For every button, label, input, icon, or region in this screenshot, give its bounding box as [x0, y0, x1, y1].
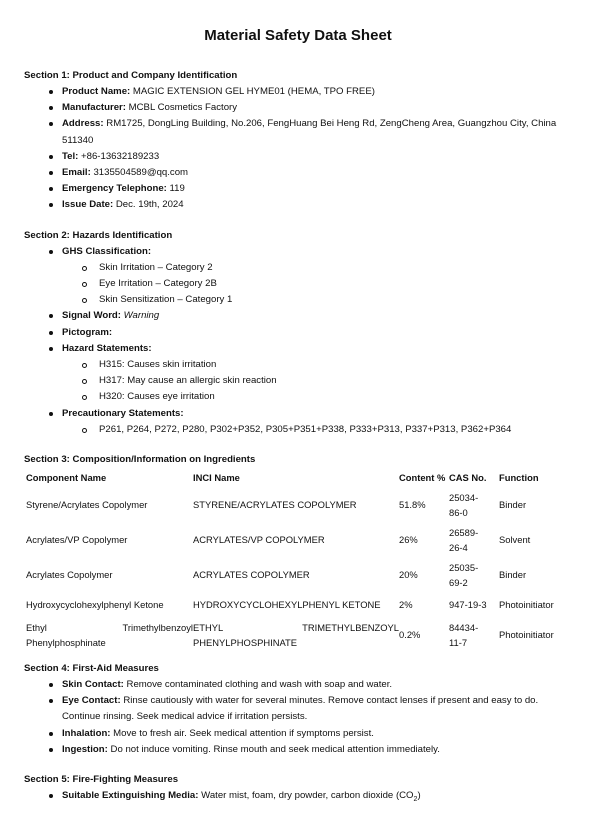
column-header: Content %	[399, 472, 446, 484]
sublist-item: H317: May cause an allergic skin reaction	[99, 373, 572, 389]
sublist-item: H320: Causes eye irritation	[99, 389, 572, 405]
list-item: Suitable Extinguishing Media: Water mist, foam, dry powder, carbon dioxide $(CO_2)$	[62, 788, 572, 808]
table-header-row	[26, 468, 574, 487]
section-3-heading: Section 3: Composition/Information on Ingredients	[24, 454, 256, 466]
column-header: Function	[499, 472, 539, 484]
section-2-heading: Section 2: Hazards Identification	[24, 229, 173, 241]
section-5-list	[24, 788, 572, 808]
signal-word: Warning	[123, 310, 160, 322]
sublist-item: Skin Sensitization – Category 1	[99, 292, 572, 308]
document-title: Material Safety Data Sheet	[204, 27, 392, 44]
list-item: Signal Word: Warning	[62, 308, 572, 324]
column-header: Component Name	[26, 472, 107, 484]
precaution-sublist	[62, 422, 572, 438]
section-3	[24, 452, 572, 652]
table-row: Hydroxycyclohexylphenyl Ketone HYDROXYCYCLOHEXYLPHENYL KETONE 2% 947-19-3 Photoinitiator	[26, 599, 554, 611]
section-4	[24, 661, 572, 758]
sublist-item: P261, P264, P272, P280, P302+P352, P305+P351+P338, P333+P313, P337+P313, P362+P364	[99, 422, 572, 438]
section-4-list	[24, 677, 572, 758]
table-row: Acrylates/VP Copolymer ACRYLATES/VP COPOLYMER 26% 26589- 26-4 Solvent	[26, 526, 531, 553]
list-item: Hazard Statements: H315: Causes skin irritation H317: May cause an allergic skin reaction H320: Causes eye irritation	[62, 341, 572, 406]
section-1-list	[24, 84, 572, 214]
section-4-heading: Section 4: First-Aid Measures	[24, 663, 159, 675]
list-item: GHS Classification: Skin Irritation – Category 2 Eye Irritation – Category 2B Skin Sensitization – Category 1	[62, 244, 572, 309]
list-item: Precautionary Statements: P261, P264, P272, P280, P302+P352, P305+P351+P338, P333+P313, P337+P313, P362+P364	[62, 406, 572, 438]
composition-table	[26, 468, 574, 652]
section-5	[24, 772, 572, 808]
section-1	[24, 68, 572, 214]
list-item: Issue Date: Dec. 19th, 2024	[62, 197, 572, 213]
list-item: Product Name: MAGIC EXTENSION GEL HYME01 (HEMA, TPO FREE)	[62, 84, 572, 100]
ghs-sublist	[62, 260, 572, 309]
section-2	[24, 228, 572, 438]
sublist-item: Skin Irritation – Category 2	[99, 260, 572, 276]
list-item: Tel: +86-13632189233	[62, 149, 572, 165]
sublist-item: H315: Causes skin irritation	[99, 357, 572, 373]
list-item: Inhalation: Move to fresh air. Seek medical attention if symptoms persist.	[62, 726, 572, 742]
column-header: CAS No.	[449, 472, 487, 484]
list-item: Address: RM1725, DongLing Building, No.206, FengHuang Bei Heng Rd, ZengCheng Area, Guangzhou City, China 511340	[62, 116, 572, 148]
table-row: Acrylates Copolymer ACRYLATES COPOLYMER 20% 25035- 69-2 Binder	[26, 561, 527, 588]
list-item: Skin Contact: Remove contaminated clothing and wash with soap and water.	[62, 677, 572, 693]
list-item: Eye Contact: Rinse cautiously with water for several minutes. Remove contact lenses if present and easy to do. Continue rinsing. Seek medical advice if irritation persists.	[62, 693, 572, 725]
list-item: Ingestion: Do not induce vomiting. Rinse mouth and seek medical attention immediately.	[62, 742, 572, 758]
section-2-list	[24, 244, 572, 438]
list-item: Email: 3135504589@qq.com	[62, 165, 572, 181]
section-5-heading: Section 5: Fire-Fighting Measures	[24, 774, 179, 786]
section-1-heading: Section 1: Product and Company Identification	[24, 70, 238, 81]
sublist-item: Eye Irritation – Category 2B	[99, 276, 572, 292]
hazard-sublist	[62, 357, 572, 406]
table-row: Ethyl Trimethylbenzoyl Phenylphosphinate ETHYL TRIMETHYLBENZOYL PHENYLPHOSPHINATE 0.2% 84434- 11-7 Photoinitiator	[26, 621, 554, 648]
table-row: Styrene/Acrylates Copolymer STYRENE/ACRYLATES COPOLYMER 51.8% 25034- 86-0 Binder	[26, 491, 527, 518]
list-item: Pictogram:	[62, 325, 572, 341]
column-header: INCI Name	[193, 472, 240, 484]
list-item: Manufacturer: MCBL Cosmetics Factory	[62, 100, 572, 116]
list-item: Emergency Telephone: 119	[62, 181, 572, 197]
